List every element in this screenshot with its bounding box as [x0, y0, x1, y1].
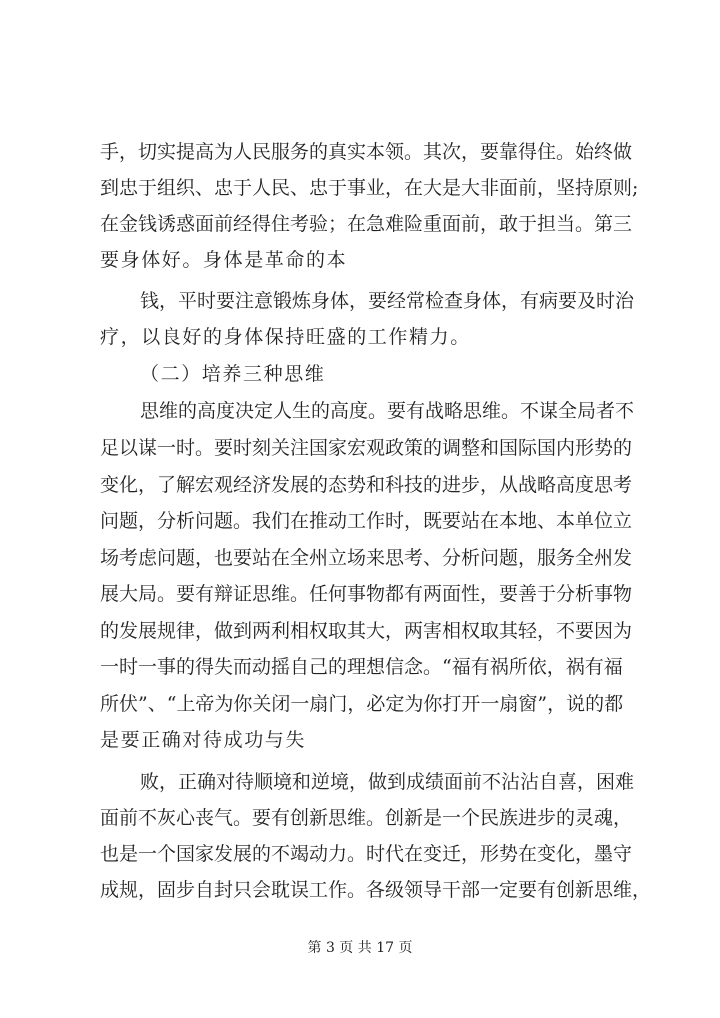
text-line: 所伏”、“上帝为你关闭一扇门，必定为你打开一扇窗”，说的都 — [100, 693, 624, 715]
text-line: 到忠于组织、忠于人民、忠于事业，在大是大非面前，坚持原则; — [100, 177, 639, 199]
text-line: 钱，平时要注意锻炼身体，要经常检查身体，有病要及时治 — [140, 290, 635, 312]
text-line: 的发展规律，做到两利相权取其大，两害相权取其轻，不要因为 — [100, 620, 633, 642]
text-line: 在金钱诱惑面前经得住考验；在急难险重面前，敢于担当。第三 — [100, 213, 633, 235]
text-line: 足以谋一时。要时刻关注国家宏观政策的调整和国际国内形势的 — [100, 437, 633, 459]
text-line: 手，切实提高为人民服务的真实本领。其次，要靠得住。始终做 — [100, 141, 633, 163]
text-line: 要身体好。身体是革命的本 — [100, 249, 348, 271]
text-line: 场考虑问题，也要站在全州立场来思考、分析问题，服务全州发 — [100, 547, 633, 569]
text-line: 成规，固步自封只会耽误工作。各级领导干部一定要有创新思维， — [100, 879, 652, 901]
section-heading: （二）培养三种思维 — [140, 363, 326, 385]
text-line: 疗，以良好的身体保持旺盛的工作精力。 — [100, 326, 471, 348]
text-line: 一时一事的得失而动摇自己的理想信念。“福有祸所依，祸有福 — [100, 656, 623, 678]
text-line: 面前不灰心丧气。要有创新思维。创新是一个民族进步的灵魂， — [100, 807, 633, 829]
page-number-footer: 第 3 页 共 17 页 — [307, 940, 413, 956]
text-line: 是要正确对待成功与失 — [100, 729, 307, 751]
text-line: 败，正确对待顺境和逆境，做到成绩面前不沾沾自喜，困难 — [140, 771, 635, 793]
text-line: 也是一个国家发展的不竭动力。时代在变迁，形势在变化，墨守 — [100, 843, 633, 865]
text-line: 展大局。要有辩证思维。任何事物都有两面性，要善于分析事物 — [100, 583, 633, 605]
text-line: 问题，分析问题。我们在推动工作时，既要站在本地、本单位立 — [100, 510, 633, 532]
text-line: 变化，了解宏观经济发展的态势和科技的进步，从战略高度思考 — [100, 474, 633, 496]
text-line: 思维的高度决定人生的高度。要有战略思维。不谋全局者不 — [140, 400, 635, 422]
